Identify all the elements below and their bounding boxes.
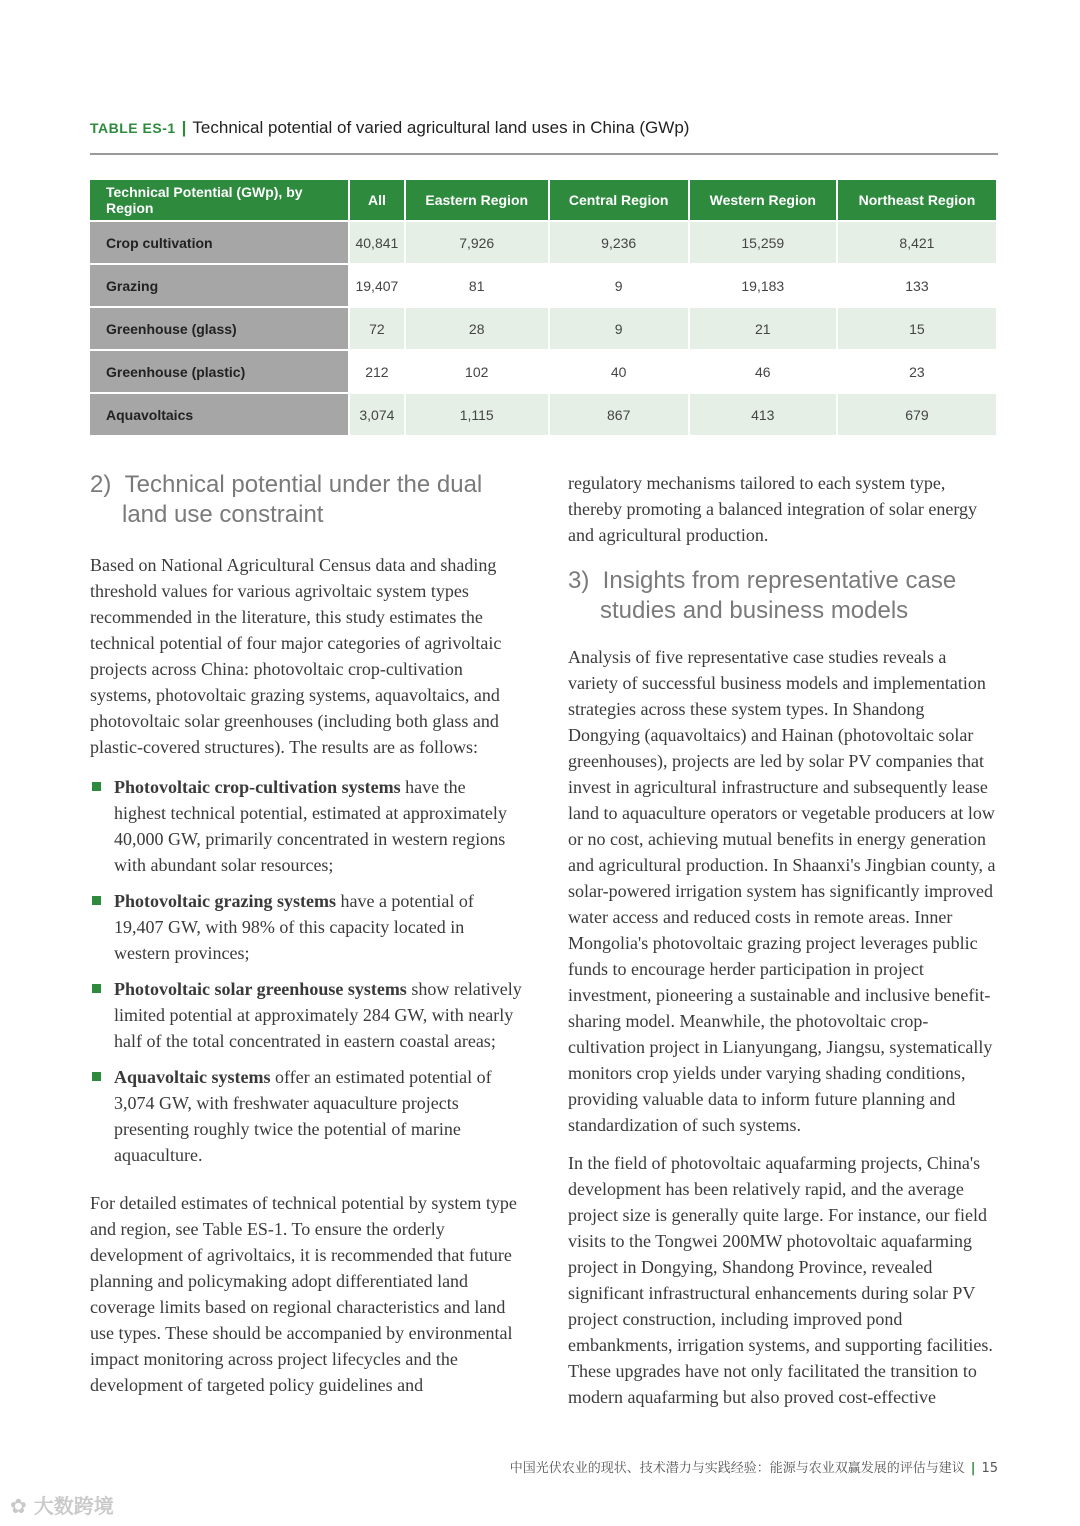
table-cell: 3,074 xyxy=(350,392,406,435)
header-cell: Western Region xyxy=(690,180,838,220)
table-cell: 23 xyxy=(838,349,996,392)
watermark xyxy=(10,1490,114,1519)
right-column xyxy=(568,470,1000,1424)
table-cell: 9 xyxy=(550,306,690,349)
table-cell: 19,183 xyxy=(690,263,838,306)
watermark-text: 大数跨境 xyxy=(33,1494,114,1518)
results-list xyxy=(90,774,522,1168)
bullet-bold: Aquavoltaic systems xyxy=(114,1067,271,1087)
intro-paragraph: Based on National Agricultural Census data and shading threshold values for various agrivoltaic system types recommended in the literature, this study estimates the technical potential of four major categories of agrivoltaic projects across China: photovoltaic crop-cultivation systems, photovoltaic grazing systems, aquavoltaics, and photovoltaic solar greenhouses (including both glass and plastic-covered structures). The results are as follows: xyxy=(90,555,502,757)
table-row xyxy=(90,349,996,392)
header-cell: All xyxy=(350,180,406,220)
list-item xyxy=(90,774,522,878)
header-cell: Northeast Region xyxy=(838,180,996,220)
list-item xyxy=(90,976,522,1054)
bullet-text: offer an estimated potential of 3,074 GW, with freshwater aquaculture projects presenting roughly twice the potential of marine aquaculture. xyxy=(114,1067,492,1165)
table-cell: 28 xyxy=(406,306,550,349)
table-cell: 81 xyxy=(406,263,550,306)
table-cell: 40 xyxy=(550,349,690,392)
bullet-bold: Photovoltaic solar greenhouse systems xyxy=(114,979,407,999)
header-cell: Technical Potential (GWp), by Region xyxy=(90,180,350,220)
row-label: Aquavoltaics xyxy=(90,392,350,435)
aquafarming-paragraph: In the field of photovoltaic aquafarming projects, China's development has been relatively rapid, and the average project size is generally quite large. For instance, our field visits to the Tongwei 200MW photovoltaic aquafarming project in Dongying, Shandong Province, revealed significant infrastructural enhancements during solar PV project construction, including improved pond embankments, irrigation systems, and supporting facilities. These upgrades have not only facilitated the transition to modern aquafarming but also proved cost-effective xyxy=(568,1153,993,1407)
table-cell: 102 xyxy=(406,349,550,392)
footer-separator: | xyxy=(970,1461,976,1476)
header-cell: Eastern Region xyxy=(406,180,550,220)
section-heading-3: 3) Insights from representative case studies and business models xyxy=(568,567,957,624)
table-caption xyxy=(90,118,689,138)
table-cell: 19,407 xyxy=(350,263,406,306)
closing-paragraph: For detailed estimates of technical potential by system type and region, see Table ES-1. To ensure the orderly development of agrivoltaics, it is recommended that future planning and policymaking adopt differentiated land coverage limits based on regional characteristics and land use types. These should be accompanied by environmental impact monitoring across project lifecycles and the development of targeted policy guidelines and xyxy=(90,1193,517,1395)
bullet-text: show relatively limited potential at approximately 284 GW, with nearly half of the total concentrated in eastern coastal areas; xyxy=(114,979,522,1051)
row-label: Crop cultivation xyxy=(90,220,350,263)
bullet-bold: Photovoltaic crop-cultivation systems xyxy=(114,777,401,797)
page-footer xyxy=(510,1457,998,1476)
table-cell: 40,841 xyxy=(350,220,406,263)
table-row xyxy=(90,263,996,306)
table-cell: 9,236 xyxy=(550,220,690,263)
header-cell: Central Region xyxy=(550,180,690,220)
row-label: Grazing xyxy=(90,263,350,306)
page-number: 15 xyxy=(981,1461,998,1476)
table-cell: 679 xyxy=(838,392,996,435)
table-cell: 413 xyxy=(690,392,838,435)
list-item xyxy=(90,888,522,966)
table-cell: 1,115 xyxy=(406,392,550,435)
continuation-paragraph: regulatory mechanisms tailored to each system type, thereby promoting a balanced integration of solar energy and agricultural production. xyxy=(568,473,978,545)
left-column xyxy=(90,470,522,1412)
table-cell: 72 xyxy=(350,306,406,349)
technical-potential-table xyxy=(90,180,996,435)
caption-rule xyxy=(90,153,998,155)
bullet-text: have a potential of 19,407 GW, with 98% of this capacity located in western provinces; xyxy=(114,891,474,963)
table-header-row xyxy=(90,180,996,220)
table-cell: 15 xyxy=(838,306,996,349)
table-cell: 46 xyxy=(690,349,838,392)
footer-title: 中国光伏农业的现状、技术潜力与实践经验：能源与农业双赢发展的评估与建议 xyxy=(509,1461,965,1476)
table-cell: 8,421 xyxy=(838,220,996,263)
table-cell: 21 xyxy=(690,306,838,349)
watermark-logo-icon: ✿ xyxy=(10,1494,27,1518)
table-cell: 133 xyxy=(838,263,996,306)
table-label: TABLE ES-1 xyxy=(90,120,176,136)
section-heading-2: 2) Technical potential under the dual land use constraint xyxy=(90,471,483,528)
list-item xyxy=(90,1064,522,1168)
table-cell: 867 xyxy=(550,392,690,435)
table-cell: 15,259 xyxy=(690,220,838,263)
caption-separator: | xyxy=(181,118,187,137)
bullet-bold: Photovoltaic grazing systems xyxy=(114,891,336,911)
table-cell: 7,926 xyxy=(406,220,550,263)
table-cell: 9 xyxy=(550,263,690,306)
table-cell: 212 xyxy=(350,349,406,392)
row-label: Greenhouse (plastic) xyxy=(90,349,350,392)
table-row xyxy=(90,306,996,349)
table-row xyxy=(90,220,996,263)
table-title: Technical potential of varied agricultural land uses in China (GWp) xyxy=(192,118,690,137)
row-label: Greenhouse (glass) xyxy=(90,306,350,349)
table-row xyxy=(90,392,996,435)
bullet-text: have the highest technical potential, estimated at approximately 40,000 GW, primarily concentrated in western regions with abundant solar resources; xyxy=(114,777,507,875)
case-study-paragraph: Analysis of five representative case studies reveals a variety of successful business models and implementation strategies across these system types. In Shandong Dongying (aquavoltaics) and Hainan (photovoltaic solar greenhouses), projects are led by solar PV companies that invest in agricultural infrastructure and subsequently lease land to aquaculture operators or vegetable producers at low or no cost, achieving mutual benefits in energy generation and agricultural production. In Shaanxi's Jingbian county, a solar-powered irrigation system has significantly improved water access and reduced costs in remote areas. Inner Mongolia's photovoltaic grazing project leverages public funds to encourage herder participation in project investment, pioneering a sustainable and inclusive benefit-sharing model. Meanwhile, the photovoltaic crop-cultivation project in Lianyungang, Jiangsu, systematically monitors crop yields under varying shading conditions, providing valuable data to inform future planning and standardization of such systems. xyxy=(568,647,996,1135)
